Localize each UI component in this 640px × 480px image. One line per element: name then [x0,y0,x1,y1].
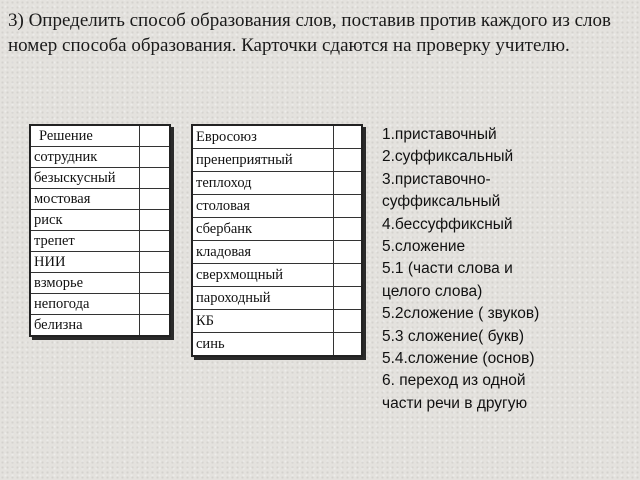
answer-cell[interactable] [334,172,362,195]
table-row [30,147,170,168]
answer-cell[interactable] [140,294,170,315]
answer-cell[interactable] [334,195,362,218]
word-cell: Евросоюз [192,125,334,149]
answer-cell[interactable] [140,315,170,337]
list-item: 3.приставочно- [382,170,491,188]
list-item: части речи в другую [382,394,528,412]
list-item: 5.2сложение ( звуков) [382,305,540,323]
list-item: 5.3 сложение( букв) [382,327,525,345]
task-text: 3) Определить способ образования слов, поставив против каждого из слов номер способа образования. Карточки сдаются на проверку учителю. [8,10,611,56]
answer-cell[interactable] [140,252,170,273]
word-cell: теплоход [192,172,334,195]
table-row [192,218,362,241]
table-row [192,195,362,218]
word-cell: кладовая [192,241,334,264]
word-cell: синь [192,333,334,357]
list-item: суффиксальный [382,193,501,211]
list-item: 5.сложение [382,238,466,256]
word-card-right [191,124,363,357]
answer-cell[interactable] [140,168,170,189]
answer-cell[interactable] [334,287,362,310]
table-row [192,264,362,287]
word-cell: пренеприятный [192,149,334,172]
table-row [30,168,170,189]
table-row [192,172,362,195]
table-row [192,241,362,264]
answer-cell[interactable] [140,189,170,210]
table-row [30,273,170,294]
word-cell: КБ [192,310,334,333]
answer-cell[interactable] [140,231,170,252]
list-item: 6. переход из одной [382,372,526,390]
list-item: 1.приставочный [382,126,497,143]
table-row [192,310,362,333]
answer-cell[interactable] [334,333,362,357]
word-cell: пароходный [192,287,334,310]
word-cell: Решение [30,125,140,147]
table-row [30,252,170,273]
answer-cell[interactable] [334,125,362,149]
table-row [192,333,362,357]
word-cell: сбербанк [192,218,334,241]
table-row [192,149,362,172]
word-cell: мостовая [30,189,140,210]
list-item: 5.1 (части слова и [382,260,513,278]
word-cell: столовая [192,195,334,218]
table-row [30,231,170,252]
answer-cell[interactable] [334,149,362,172]
word-cell: непогода [30,294,140,315]
list-item: целого слова) [382,282,483,300]
table-row [30,189,170,210]
answer-cell[interactable] [140,210,170,231]
word-cell: сотрудник [30,147,140,168]
word-cell: белизна [30,315,140,337]
list-item: 5.4.сложение (основ) [382,350,535,368]
table-row [30,315,170,337]
formation-methods-list [382,124,539,415]
answer-cell[interactable] [334,241,362,264]
answer-cell[interactable] [140,273,170,294]
table-row [192,125,362,149]
answer-cell[interactable] [334,218,362,241]
word-card-left [29,124,171,337]
list-item: 4.бессуффиксный [382,215,513,233]
answer-cell[interactable] [334,310,362,333]
answer-cell[interactable] [140,147,170,168]
table-row [30,125,170,147]
word-cell: безыскусный [30,168,140,189]
table-row [30,210,170,231]
word-cell: риск [30,210,140,231]
list-item: 2.суффиксальный [382,148,514,166]
word-cell: НИИ [30,252,140,273]
table-row [192,287,362,310]
table-row [30,294,170,315]
word-cell: трепет [30,231,140,252]
answer-cell[interactable] [334,264,362,287]
word-cell: взморье [30,273,140,294]
answer-cell[interactable] [140,125,170,147]
word-cell: сверхмощный [192,264,334,287]
